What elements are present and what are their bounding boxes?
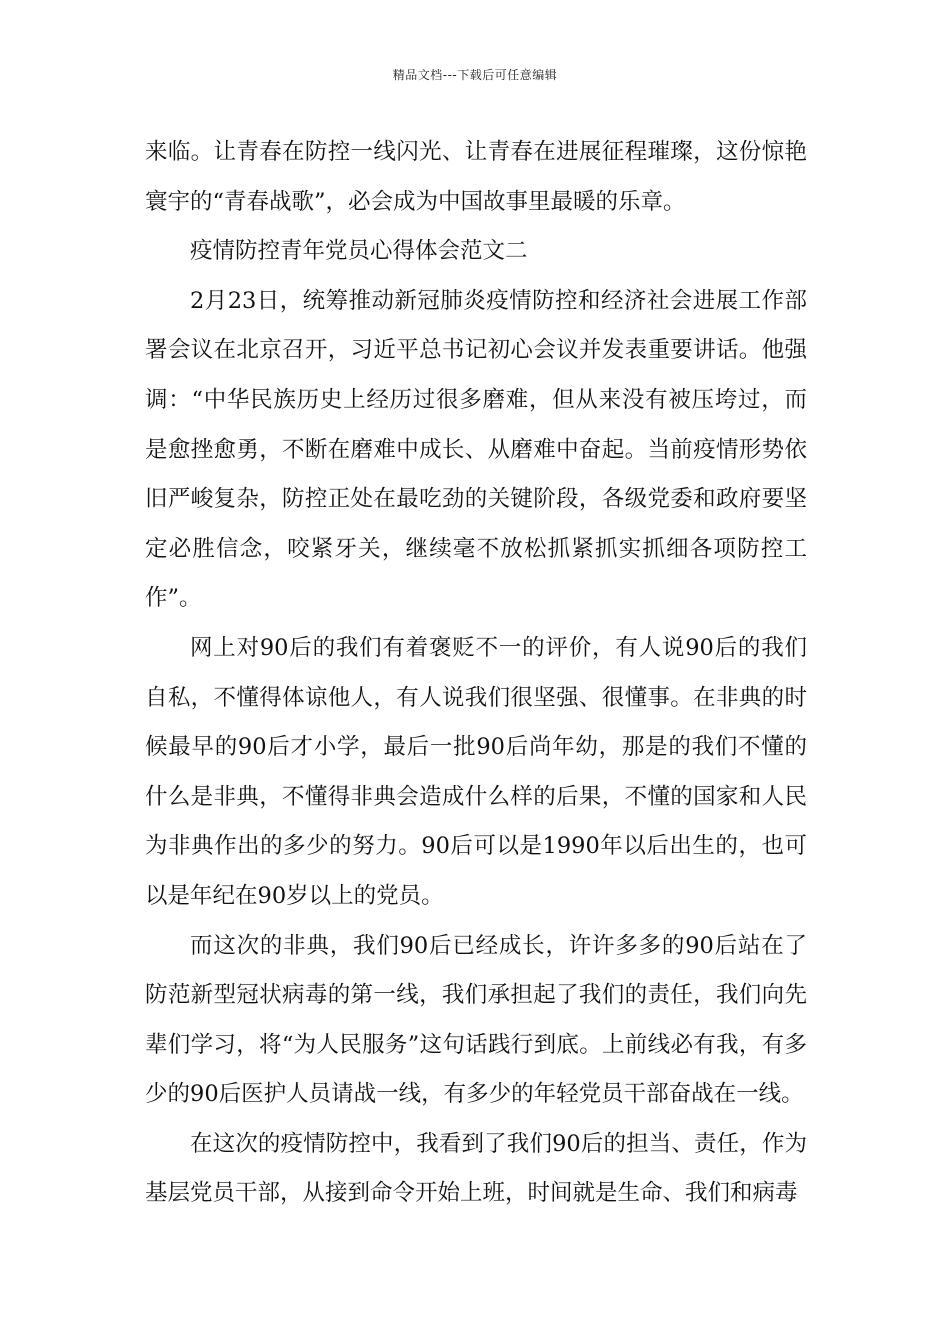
paragraph: 在这次的疫情防控中，我看到了我们90后的担当、责任，作为基层党员干部，从接到命令开始上班，时间就是生命、我们和病毒 [145, 1130, 807, 1207]
document-body [145, 128, 807, 1219]
paragraph: 而这次的非典，我们90后已经成长，许许多多的90后站在了防范新型冠状病毒的第一线，我们承担起了我们的责任，我们向先辈们学习，将“为人民服务”这句话践行到底。上前线必有我，有多少的90后医护人员请战一线，有多少的年轻党员干部奋战在一线。 [145, 932, 807, 1108]
paragraph: 网上对90后的我们有着褒贬不一的评价，有人说90后的我们自私，不懂得体谅他人，有人说我们很坚强、很懂事。在非典的时候最早的90后才小学，最后一批90后尚年幼，那是的我们不懂的什么是非典，不懂得非典会造成什么样的后果，不懂的国家和人民为非典作出的多少的努力。90后可以是1990年以后出生的，也可以是年纪在90岁以上的党员。 [145, 634, 807, 909]
paragraph-continuation: 来临。让青春在防控一线闪光、让青春在进展征程璀璨，这份惊艳寰宇的“青春战歌”，必会成为中国故事里最暖的乐章。 [145, 139, 807, 215]
paragraph: 2月23日，统筹推动新冠肺炎疫情防控和经济社会进展工作部署会议在北京召开，习近平总书记初心会议并发表重要讲话。他强调：“中华民族历史上经历过很多磨难，但从来没有被压垮过，而是愈挫愈勇，不断在磨难中成长、从磨难中奋起。当前疫情形势依旧严峻复杂，防控正处在最吃劲的关键阶段，各级党委和政府要坚定必胜信念，咬紧牙关，继续毫不放松抓紧抓实抓细各项防控工作”。 [145, 287, 807, 612]
section-heading: 疫情防控青年党员心得体会范文二 [190, 238, 528, 265]
page-header: 精品文档---下载后可任意编辑 [392, 68, 558, 82]
